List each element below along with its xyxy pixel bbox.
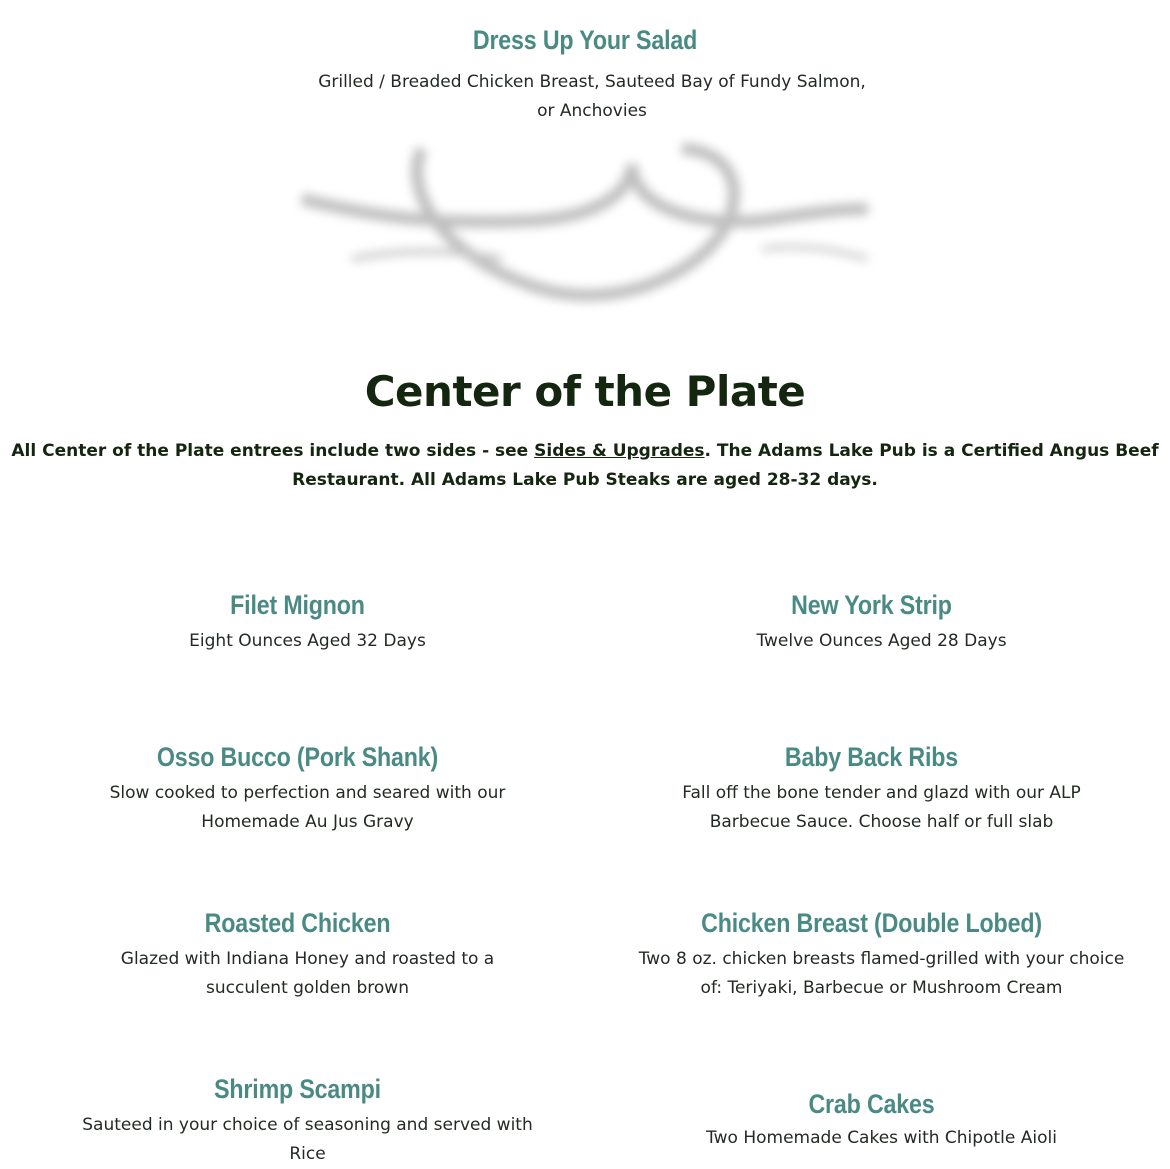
menu-item-desc: Glazed with Indiana Honey and roasted to a succulent golden brown [120, 949, 495, 998]
menu-item-osso-bucco [45, 739, 570, 837]
decorative-divider-image [302, 149, 868, 319]
menu-item-title: Roasted Chicken [204, 908, 391, 938]
salad-addon-desc: Grilled / Breaded Chicken Breast, Sauteed Bay of Fundy Salmon, or Anchovies [318, 72, 866, 121]
intro-text-after-link: . The Adams Lake Pub is a Certified Angus Beef Restaurant. All Adams Lake Pub Steaks are aged 28-32 days. [292, 441, 1159, 490]
menu-item-roasted-chicken [45, 905, 570, 1003]
menu-item-chicken-breast [620, 905, 1143, 1003]
menu-item-new-york-strip [620, 587, 1143, 656]
section-intro [0, 437, 1170, 495]
menu-item-desc: Fall off the bone tender and glazd with our ALP Barbecue Sauce. Choose half or full slab [682, 783, 1081, 832]
menu-item-baby-back-ribs [620, 739, 1143, 837]
menu-item-title: Baby Back Ribs [784, 742, 959, 772]
menu-item-filet-mignon [45, 587, 570, 656]
menu-item-shrimp-scampi [45, 1071, 570, 1169]
menu-item-title: New York Strip [791, 590, 952, 620]
salad-addon-block [0, 22, 1170, 126]
menu-item-title: Filet Mignon [230, 590, 365, 620]
section-title: Center of the Plate [364, 366, 806, 416]
menu-item-title: Chicken Breast (Double Lobed) [701, 908, 1042, 938]
intro-text-before-link: All Center of the Plate entrees include two sides - see [11, 441, 535, 461]
salad-addon-title: Dress Up Your Salad [472, 25, 698, 55]
menu-item-crab-cakes [620, 1086, 1143, 1153]
menu-item-desc: Twelve Ounces Aged 28 Days [756, 631, 1007, 651]
menu-item-desc: Two 8 oz. chicken breasts flamed-grilled with your choice of: Teriyaki, Barbecue or Mushroom Cream [638, 949, 1125, 998]
menu-item-desc: Slow cooked to perfection and seared with our Homemade Au Jus Gravy [109, 783, 506, 832]
menu-item-title: Shrimp Scampi [214, 1074, 381, 1104]
menu-item-desc: Sauteed in your choice of seasoning and served with Rice [82, 1115, 533, 1164]
menu-item-desc: Two Homemade Cakes with Chipotle Aioli [706, 1128, 1057, 1148]
menu-item-title: Osso Bucco (Pork Shank) [156, 742, 439, 772]
menu-item-desc: Eight Ounces Aged 32 Days [189, 631, 426, 651]
menu-item-title: Crab Cakes [808, 1089, 935, 1119]
sides-upgrades-link[interactable]: Sides & Upgrades [534, 441, 705, 461]
